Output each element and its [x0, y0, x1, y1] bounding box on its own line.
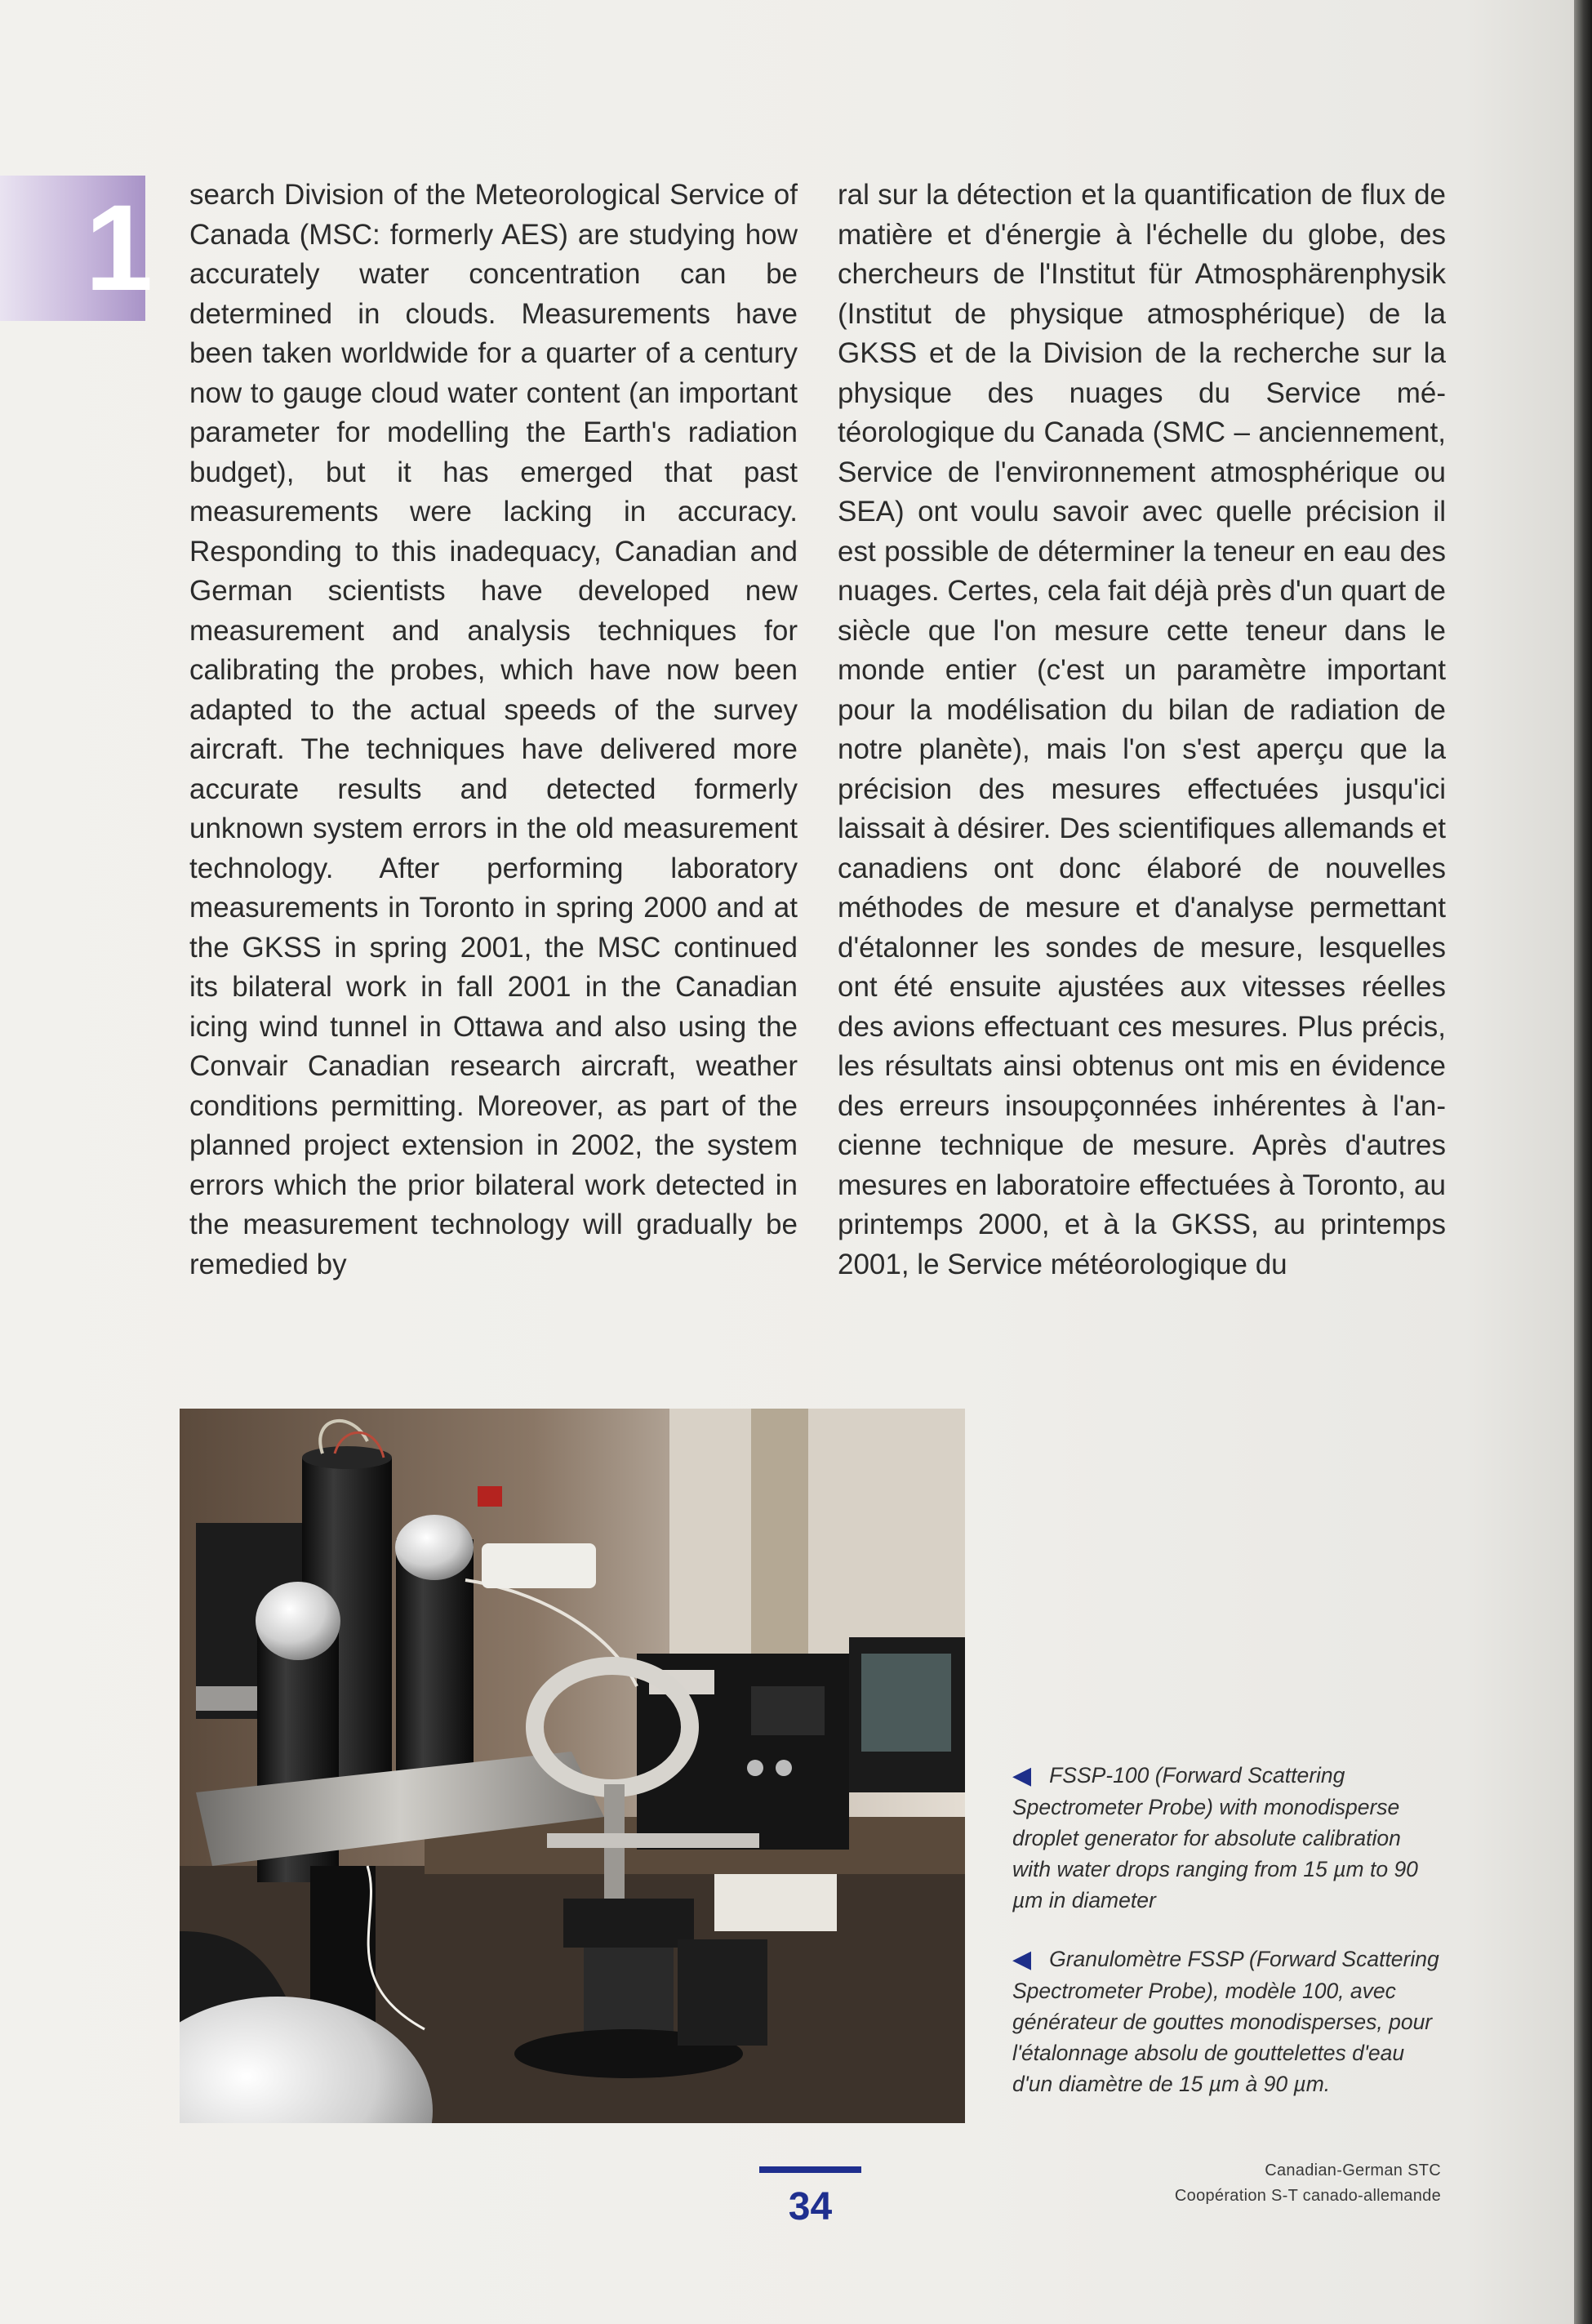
footer-line-english: Canadian-German STC: [1265, 2161, 1441, 2179]
page-binding-edge: [1574, 0, 1592, 2324]
chapter-number: 1: [85, 179, 153, 316]
caption-arrow-icon: ◀: [1012, 1762, 1032, 1789]
left-column-text: search Division of the Meteorological Service of Canada (MSC: formerly AES) are studying how accurately water concentration can be determined in clouds. Measurements have been taken worldwide for a quarter of a century now to gauge cloud water content (an important parameter for modelling the Earth's radiation budget), but it has emerged that past measurements were lacking in accuracy. Responding to this inadequacy, Canadian and German scientists have developed new measurement and analysis techniques for calibrating the probes, which have now been adapted to the actual speeds of the survey aircraft. The techniques have delivered more accurate results and detected formerly unknown system errors in the old measurement technology. After performing laboratory measurements in Toronto in spring 2000 and at the GKSS in spring 2001, the MSC continued its bilateral work in fall 2001 in the Canadian icing wind tunnel in Ottawa and also using the Convair Canadian research aircraft, weather conditions permitting. Moreover, as part of the planned project extension in 2002, the system errors which the prior bilateral work detected in the measurement technology will gradually be remedied by: [189, 179, 798, 1280]
caption-french-text: Granulomètre FSSP (Forward Scattering Spectrometer Probe), modèle 100, avec générateur de gouttes monodisperses, pour l'étalonnage absolu de gouttelettes d'eau d'un diamètre de 15 µm à 90 µm.: [1012, 1947, 1439, 2096]
right-column-text: ral sur la détection et la quantification de flux de matière et d'énergie à l'échelle du globe, des chercheurs de l'Institut für Atmosphärenphysik (Institut de physique atmosphérique) de la GKSS et de la Division de la recherche sur la physique des nuages du Service météorologique du Canada (SMC – anciennement, Service de l'environnement atmosphérique ou SEA) ont voulu savoir avec quelle précision il est possible de déterminer la teneur en eau des nuages. Certes, cela fait déjà près d'un quart de siècle que l'on mesure cette teneur dans le monde entier (c'est un paramètre important pour la modélisation du bilan de radiation de notre planète), mais l'on s'est aperçu que la précision des mesures effectuées jusqu'ici laissait à désirer. Des scientifiques allemands et canadiens ont donc élaboré de nouvelles méthodes de mesure et d'analyse permettant d'étalonner les sondes de mesure, lesquelles ont été ensuite ajustées aux vitesses réelles des avions effectuant ces mesures. Plus précis, les résultats ainsi obtenus ont mis en évidence des erreurs insoupçonnées inhérentes à l'ancienne technique de mesure. Après d'autres mesures en laboratoire effectuées à Toronto, au printemps 2000, et à la GKSS, au printemps 2001, le Service météorologique du: [838, 179, 1446, 1280]
caption-english: [1012, 1760, 1441, 1916]
photo-illustration: [180, 1409, 965, 2123]
footer: [1175, 2158, 1441, 2209]
caption-arrow-icon: ◀: [1012, 1946, 1032, 1973]
caption-english-text: FSSP-100 (Forward Scattering Spectrometer Probe) with monodisperse droplet generator for absolute calibration with water drops ranging from 15 µm to 90 µm in diameter: [1012, 1763, 1418, 1912]
caption-french: [1012, 1943, 1441, 2099]
left-column: [189, 176, 798, 1284]
footer-line-french: Coopération S-T canado-allemande: [1174, 2187, 1441, 2205]
chapter-tab: [0, 176, 153, 321]
page-number: 34: [788, 2185, 833, 2228]
page-number-rule: [759, 2166, 861, 2173]
lab-equipment-photo: [180, 1409, 965, 2123]
right-column: [838, 176, 1446, 1284]
